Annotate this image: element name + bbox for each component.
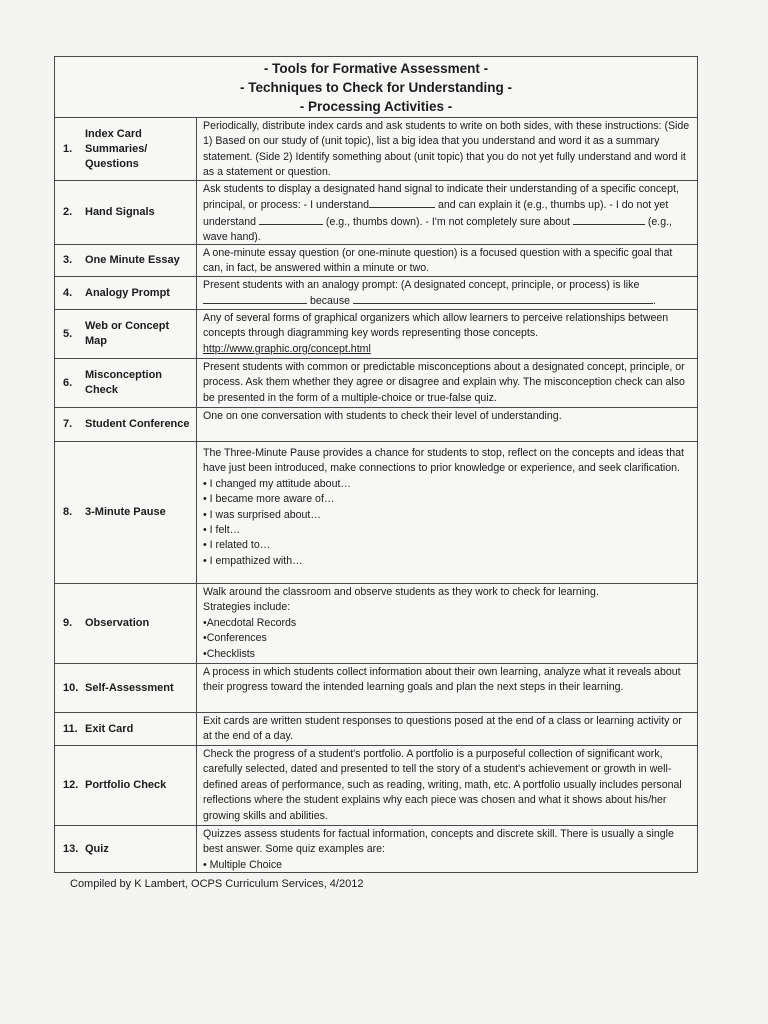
title-line-1: - Tools for Formative Assessment - xyxy=(263,61,489,76)
row-label xyxy=(55,245,197,276)
row-title: Portfolio Check xyxy=(85,779,167,791)
concept-map-link[interactable]: http://www.graphic.org/concept.html xyxy=(203,342,371,355)
row-title: Index Card Summaries/ Questions xyxy=(85,127,148,170)
fill-in-blank xyxy=(353,293,653,304)
row-description xyxy=(197,442,697,583)
row-title: Observation xyxy=(85,617,150,629)
list-item: • I became more aware of… xyxy=(203,493,335,506)
row-number: 4. xyxy=(63,286,73,299)
row-number: 1. xyxy=(63,142,73,155)
row-title: Quiz xyxy=(85,842,109,855)
bullet-list xyxy=(203,616,691,662)
table-row xyxy=(55,826,697,872)
row-label xyxy=(55,310,197,358)
footer-credit: Compiled by K Lambert, OCPS Curriculum Services, 4/2012 xyxy=(70,878,364,890)
row-description: One on one conversation with students to check their level of understanding. xyxy=(203,410,562,422)
list-item: • I was surprised about… xyxy=(203,508,321,521)
row-label xyxy=(55,713,197,745)
list-item: •Conferences xyxy=(203,632,267,645)
row-label xyxy=(55,826,197,872)
row-label xyxy=(55,746,197,825)
table-row xyxy=(55,277,697,310)
list-item: •Checklists xyxy=(203,647,255,660)
row-number: 7. xyxy=(63,418,73,430)
row-description: Periodically, distribute index cards and ask students to write on both sides, with these instructions: (Side 1) Based on our study of (unit topic), list a big idea that you understand and word it as a summary statement. (Side 2) Identify something about (unit topic) that you do not yet fully understand and word it as a statement or question. xyxy=(203,120,690,179)
row-title: Hand Signals xyxy=(85,206,155,218)
row-number: 6. xyxy=(63,376,73,389)
row-description xyxy=(197,584,697,663)
table-row xyxy=(55,310,697,359)
table-row xyxy=(55,664,697,713)
row-text-part: Present students with an analogy prompt: (A designated concept, principle, or process) is like xyxy=(203,279,640,291)
row-number: 3. xyxy=(63,254,73,266)
row-title: Misconception Check xyxy=(85,369,163,396)
row-title: Analogy Prompt xyxy=(85,286,170,299)
list-item: • I changed my attitude about… xyxy=(203,477,351,490)
row-text-part: Walk around the classroom and observe students as they work to check for learning. xyxy=(203,586,599,598)
row-text-part: because xyxy=(309,295,351,308)
row-label xyxy=(55,359,197,407)
table-row xyxy=(55,442,697,584)
row-number: 9. xyxy=(63,617,73,629)
table-row xyxy=(55,359,697,408)
row-title: Exit Card xyxy=(85,722,134,735)
row-label xyxy=(55,181,197,244)
row-label xyxy=(55,584,197,663)
row-number: 5. xyxy=(63,327,73,340)
row-description xyxy=(197,181,697,244)
fill-in-blank xyxy=(259,214,323,225)
list-item: • I empathized with… xyxy=(203,554,303,567)
row-number: 13. xyxy=(63,842,79,855)
row-description xyxy=(197,826,697,872)
row-label xyxy=(55,442,197,583)
title-line-2: - Techniques to Check for Understanding - xyxy=(239,80,513,95)
row-description: Exit cards are written student responses to questions posed at the end of a class or learning activity or at the end of a day. xyxy=(203,715,682,743)
table-row xyxy=(55,245,697,277)
list-item: • I related to… xyxy=(203,539,271,552)
table-row xyxy=(55,713,697,746)
row-description xyxy=(197,277,697,309)
row-description: Present students with common or predictable misconceptions about a designated concept, principle, or process. Ask them whether they agree or disagree and explain why. The misconception check can also be presented in the form of a multiple-choice or true-false quiz. xyxy=(203,361,685,404)
row-number: 2. xyxy=(63,206,73,218)
row-description xyxy=(197,310,697,358)
row-number: 10. xyxy=(63,681,79,694)
row-text-part: Any of several forms of graphical organizers which allow learners to perceive relationships between concepts through diagramming key words representing those concepts. xyxy=(203,312,669,340)
title-line-3: - Processing Activities - xyxy=(299,99,453,114)
row-text-part: . xyxy=(652,295,656,308)
row-text-part: Ask students to display a designated hand signal to indicate their understanding of a specific concept, principal, or process: - I understand xyxy=(203,183,679,212)
row-title: Self-Assessment xyxy=(85,681,174,694)
row-title: 3-Minute Pause xyxy=(85,506,166,518)
fill-in-blank xyxy=(573,214,645,225)
fill-in-blank xyxy=(203,293,307,304)
row-title: Web or Concept Map xyxy=(85,320,170,347)
row-description: Check the progress of a student's portfolio. A portfolio is a purposeful collection of significant work, carefully selected, dated and presented to tell the story of a student's achievement or growth in well-defined areas of performance, such as reading, writing, math, etc. A portfolio usually includes personal reflections where the student explains why each piece was chosen and what it shows about his/her growing skills and abilities. xyxy=(203,748,682,822)
row-label xyxy=(55,277,197,309)
table-row xyxy=(55,584,697,664)
list-item: • I felt… xyxy=(203,524,241,537)
fill-in-blank xyxy=(369,197,435,208)
row-title: One Minute Essay xyxy=(85,254,180,266)
row-label xyxy=(55,408,197,441)
list-item: • Multiple Choice xyxy=(203,858,283,871)
row-text-part: (e.g., wave hand). xyxy=(203,215,673,244)
table-row xyxy=(55,746,697,826)
row-label xyxy=(55,664,197,712)
row-description: A process in which students collect information about their own learning, analyze what it reveals about their progress toward the intended learning goals and plan the next steps in their learning. xyxy=(203,666,681,694)
row-number: 12. xyxy=(63,779,79,791)
row-subheading: Strategies include: xyxy=(203,601,291,614)
row-number: 8. xyxy=(63,506,73,518)
table-row xyxy=(55,118,697,181)
row-text-part: (e.g., thumbs down). - I'm not completely sure about xyxy=(325,215,570,228)
row-description: A one-minute essay question (or one-minute question) is a focused question with a specific goal that can, in fact, be answered within a minute or two. xyxy=(203,247,673,275)
bullet-list xyxy=(203,858,691,873)
row-label xyxy=(55,118,197,180)
page-title xyxy=(55,57,697,118)
bullet-list xyxy=(203,477,691,569)
row-number: 11. xyxy=(63,722,78,735)
row-text-part: The Three-Minute Pause provides a chance for students to stop, reflect on the concepts and ideas that have just been introduced, make connections to prior knowledge or experience, and seek clarification. xyxy=(203,447,684,475)
table-row xyxy=(55,181,697,245)
row-text-part: and can explain it (e.g., thumbs up). - I do not yet understand xyxy=(203,199,669,228)
assessment-table xyxy=(54,56,698,873)
row-text-part: Quizzes assess students for factual information, concepts and discrete skill. There is usually a single best answer. Some quiz examples are: xyxy=(203,828,674,856)
row-title: Student Conference xyxy=(85,418,190,430)
list-item: •Anecdotal Records xyxy=(203,616,297,629)
table-row xyxy=(55,408,697,442)
